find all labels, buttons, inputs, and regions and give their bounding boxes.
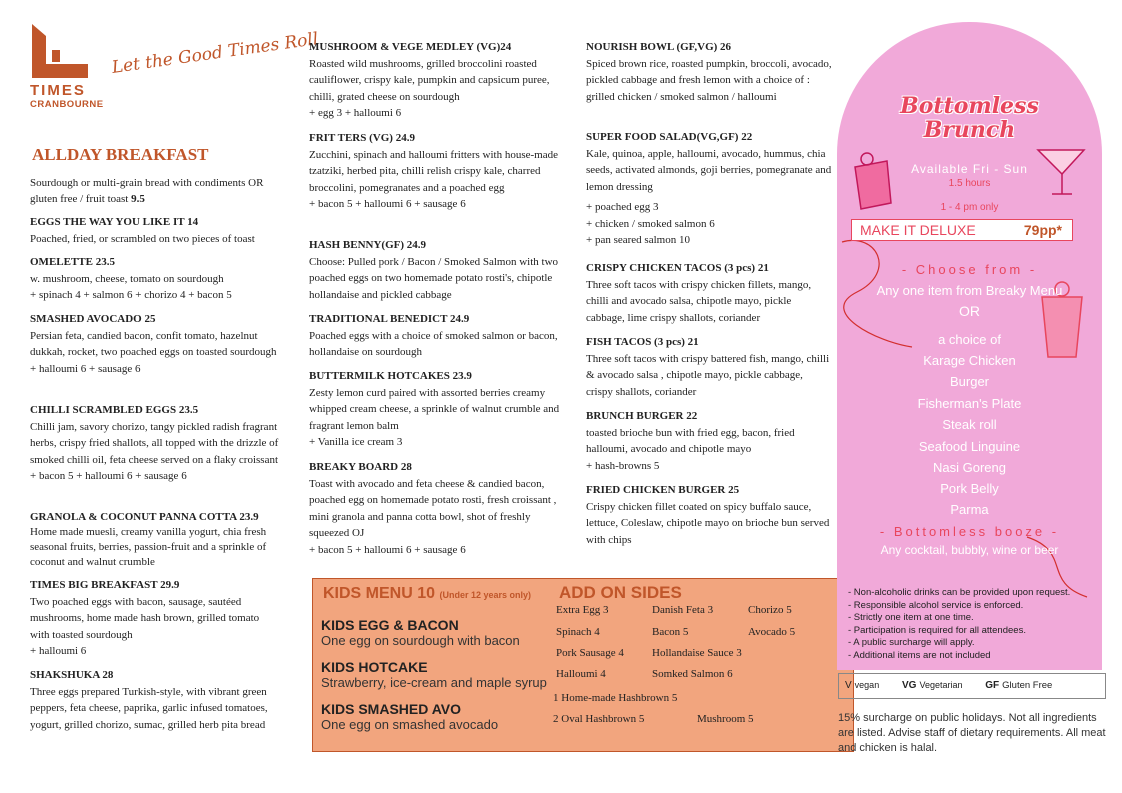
menu-item bbox=[586, 129, 832, 249]
brunch-option: Karage Chicken bbox=[923, 353, 1016, 368]
menu-item bbox=[30, 311, 280, 377]
booze-title: - Bottomless booze - bbox=[879, 524, 1060, 539]
legend-vg-code: VG bbox=[901, 680, 917, 691]
item-extras: + bacon 5 + halloumi 6 + sausage 6 bbox=[309, 198, 466, 210]
kids-note: (Under 12 years only) bbox=[439, 590, 532, 600]
brunch-option: Parma bbox=[950, 502, 989, 517]
side-item: Hollandaise Sauce 3 bbox=[652, 647, 742, 659]
menu-item bbox=[586, 39, 832, 105]
menu-item bbox=[586, 260, 832, 326]
deluxe-label: MAKE IT DELUXE bbox=[860, 222, 976, 238]
logo bbox=[30, 22, 110, 110]
logo-mark-icon bbox=[30, 22, 90, 80]
legend-vg-label: Vegetarian bbox=[919, 680, 963, 690]
item-name: HASH BENNY(GF) 24.9 bbox=[309, 239, 427, 251]
item-name: OMELETTE 23.5 bbox=[30, 256, 115, 268]
menu-item bbox=[309, 39, 567, 122]
item-name: GRANOLA & COCONUT PANNA COTTA 23.9 bbox=[30, 511, 259, 523]
menu-item bbox=[309, 311, 567, 361]
item-desc: Poached, fried, or scrambled on two pieces of toast bbox=[30, 232, 255, 245]
item-name: BREAKY BOARD 28 bbox=[309, 461, 412, 473]
side-item: Chorizo 5 bbox=[748, 604, 792, 616]
item-name: EGGS THE WAY YOU LIKE IT 14 bbox=[30, 216, 199, 228]
note-line: - Strictly one item at one time. bbox=[848, 612, 974, 623]
legend-v-code: V bbox=[845, 680, 852, 691]
note-line: - A public surcharge will apply. bbox=[848, 637, 975, 648]
item-name: FRIT TERS (VG) 24.9 bbox=[309, 132, 415, 144]
kids-item bbox=[321, 701, 498, 732]
item-extras: + bacon 5 + halloumi 6 + sausage 6 bbox=[30, 470, 187, 482]
brunch-option: Pork Belly bbox=[940, 481, 999, 496]
side-item: Somked Salmon 6 bbox=[652, 668, 733, 680]
item-desc: Persian feta, candied bacon, confit tomato, hazelnut dukkah, rocket, two poached eggs on toasted sourdough bbox=[30, 329, 277, 358]
booze-line: Any cocktail, bubbly, wine or beer bbox=[880, 543, 1059, 557]
side-item: Pork Sausage 4 bbox=[556, 647, 624, 659]
side-item: 2 Oval Hashbrown 5 bbox=[553, 713, 645, 725]
brunch-title bbox=[837, 94, 1102, 142]
section-title-breakfast: ALLDAY BREAKFAST bbox=[32, 145, 209, 164]
item-name: BUTTERMILK HOTCAKES 23.9 bbox=[309, 370, 472, 382]
kids-item-desc: One egg on sourdough with bacon bbox=[321, 633, 520, 648]
item-name: MUSHROOM & VEGE MEDLEY (VG)24 bbox=[309, 41, 512, 53]
item-desc: Three soft tacos with crispy battered fish, mango, chilli & avocado salsa , chipotle mayo, pickle cabbage, crispy shallots, coriander bbox=[586, 352, 830, 398]
item-desc: w. mushroom, cheese, tomato on sourdough bbox=[30, 272, 224, 285]
item-extras: + spinach 4 + salmon 6 + chorizo 4 + bacon 5 bbox=[30, 289, 232, 301]
item-name: SUPER FOOD SALAD(VG,GF) 22 bbox=[586, 131, 753, 143]
item-desc: Crispy chicken fillet coated on spicy buffalo sauce, lettuce, Coleslaw, chipotle mayo on brioche bun served with chips bbox=[586, 500, 830, 546]
choose-from: - Choose from - bbox=[901, 262, 1038, 277]
item-name: SHAKSHUKA 28 bbox=[30, 669, 114, 681]
brunch-duration: 1.5 hours bbox=[948, 178, 991, 189]
item-name: CRISPY CHICKEN TACOS (3 pcs) 21 bbox=[586, 262, 769, 274]
brunch-title-line1: Bottomless bbox=[900, 93, 1039, 119]
menu-item bbox=[30, 402, 280, 485]
menu-item bbox=[586, 482, 832, 548]
menu-item bbox=[309, 130, 567, 213]
note-line: - Participation is required for all attendees. bbox=[848, 624, 1026, 636]
item-extras: + Vanilla ice cream 3 bbox=[309, 436, 403, 448]
item-desc: Kale, quinoa, apple, halloumi, avocado, hummus, chia seeds, activated almonds, goji berries, pomegranate and lemon dressing bbox=[586, 147, 832, 193]
brunch-panel bbox=[837, 22, 1102, 670]
brunch-option: Seafood Linguine bbox=[918, 439, 1021, 454]
item-desc: Toast with avocado and feta cheese & candied bacon, poached egg on homemade potato rosti, fresh croissant , mini granola and panna cotta bowl, shot of freshly squeezed OJ bbox=[309, 477, 557, 539]
item-name: TIMES BIG BREAKFAST 29.9 bbox=[30, 579, 180, 591]
item-desc: Three soft tacos with crispy chicken fillets, mango, chilli and avocado salsa, chipotle mayo, pickle cabbage, lime crispy shallots, coriander bbox=[586, 278, 812, 324]
item-extras: + halloumi 6 bbox=[30, 645, 87, 657]
deluxe-price: 79pp* bbox=[1023, 222, 1062, 238]
brand-name: TIMES bbox=[30, 82, 86, 99]
item-extras: + bacon 5 + halloumi 6 + sausage 6 bbox=[309, 543, 466, 556]
kids-item-name: KIDS HOTCAKE bbox=[321, 659, 428, 675]
item-desc: Poached eggs with a choice of smoked salmon or bacon, hollandaise on sourdough bbox=[309, 329, 558, 358]
item-name: FISH TACOS (3 pcs) 21 bbox=[586, 336, 699, 348]
legend-gf-label: Gluten Free bbox=[1002, 680, 1053, 691]
item-desc: Home made muesli, creamy vanilla yogurt, chia fresh seasonal fruits, berries, passion-fruit and a sprinkle of coconut and walnut crumble bbox=[30, 526, 267, 568]
item-name: SMASHED AVOCADO 25 bbox=[30, 313, 156, 325]
item-name: TRADITIONAL BENEDICT 24.9 bbox=[309, 313, 470, 325]
item-desc: toasted brioche bun with fried egg, bacon, fried halloumi, avocado and chipotle mayo bbox=[586, 426, 795, 455]
item-extras: + poached egg 3 + chicken / smoked salmon 6 + pan seared salmon 10 bbox=[586, 201, 715, 246]
legend-v-label: vegan bbox=[854, 680, 880, 690]
item-desc: Chilli jam, savory chorizo, tangy pickled radish fragrant herbs, crispy fried shallots, all topped with the drizzle of smoked chilli oil, feta cheese served on a flaky croissant bbox=[30, 420, 279, 466]
choice-of: a choice of bbox=[938, 332, 1001, 347]
or-text: OR bbox=[959, 303, 980, 319]
note-line: - Additional items are not included bbox=[848, 649, 991, 661]
side-item: 1 Home-made Hashbrown 5 bbox=[553, 692, 678, 704]
side-item: Spinach 4 bbox=[556, 626, 600, 638]
menu-item bbox=[30, 667, 280, 733]
item-name: FRIED CHICKEN BURGER 25 bbox=[586, 484, 740, 496]
menu-item bbox=[586, 334, 832, 400]
menu-item bbox=[309, 368, 567, 451]
kids-item-name: KIDS SMASHED AVO bbox=[321, 701, 462, 717]
item-desc: Zucchini, spinach and halloumi fritters with house-made tzatziki, herbed pita, chilli relish crispy kale, charred broccolini, pomegranates and a poached egg bbox=[309, 148, 558, 194]
kids-item-desc: One egg on smashed avocado bbox=[321, 717, 499, 732]
sides-title: ADD ON SIDES bbox=[559, 583, 682, 602]
brunch-option: Steak roll bbox=[942, 417, 997, 432]
breakfast-intro bbox=[30, 175, 280, 207]
kids-item bbox=[321, 617, 520, 648]
brunch-available: Available Fri - Sun bbox=[911, 162, 1028, 176]
tagline: Let the Good Times Roll bbox=[110, 29, 320, 78]
menu-item bbox=[30, 254, 280, 304]
side-item: Halloumi 4 bbox=[556, 668, 606, 680]
kids-item-name: KIDS EGG & BACON bbox=[321, 617, 459, 633]
item-desc: Two poached eggs with bacon, sausage, sautéed mushrooms, home made hash brown, grilled tomato with toasted sourdough bbox=[30, 595, 260, 641]
item-desc: Zesty lemon curd paired with assorted berries creamy whipped cream cheese, a sprinkle of walnut crumble and fragrant lemon balm bbox=[309, 386, 560, 432]
intro-text: Sourdough or multi-grain bread with condiments OR gluten free / fruit toast bbox=[30, 177, 264, 205]
brunch-title-line2: Brunch bbox=[923, 117, 1016, 143]
brunch-time: 1 - 4 pm only bbox=[940, 202, 999, 213]
item-extras: + egg 3 + halloumi 6 bbox=[309, 107, 402, 119]
item-desc: Choose: Pulled pork / Bacon / Smoked Salmon with two poached eggs on two homemade potato rosti's, chipotle hollandaise and pickled cabbage bbox=[309, 255, 559, 301]
legend-gf-code: GF bbox=[985, 680, 1000, 691]
menu-item bbox=[309, 237, 567, 303]
brunch-option: Nasi Goreng bbox=[933, 460, 1006, 475]
deluxe-banner bbox=[851, 219, 1073, 241]
item-extras: + hash-browns 5 bbox=[586, 459, 660, 472]
footnote: 15% surcharge on public holidays. Not all ingredients are listed. Advise staff of dietary requirements. All meat and chicken is halal. bbox=[838, 712, 1106, 754]
kids-title-text: KIDS MENU 10 bbox=[323, 585, 436, 602]
item-desc: Three eggs prepared Turkish-style, with vibrant green peppers, feta cheese, paprika, garlic infused tomatoes, yogurt, grilled chorizo, sumac, grilled herb pita bread bbox=[30, 685, 268, 731]
side-item: Bacon 5 bbox=[652, 626, 689, 638]
intro-price: 9.5 bbox=[131, 193, 145, 205]
menu-item bbox=[30, 214, 280, 247]
note-line: - Non-alcoholic drinks can be provided upon request. bbox=[848, 587, 1071, 598]
side-item: Avocado 5 bbox=[748, 626, 796, 638]
brunch-option: Burger bbox=[949, 374, 990, 389]
side-item: Extra Egg 3 bbox=[556, 604, 609, 616]
item-desc: Spiced brown rice, roasted pumpkin, broccoli, avocado, pickled cabbage and fresh lemon with a choice of : grilled chicken / smoked salmon / halloumi bbox=[586, 57, 832, 103]
item-name: NOURISH BOWL (GF,VG) 26 bbox=[586, 41, 732, 53]
kids-item bbox=[321, 659, 547, 690]
menu-item bbox=[30, 577, 280, 660]
kids-title bbox=[323, 585, 531, 603]
note-line: - Responsible alcohol service is enforced. bbox=[848, 599, 1024, 611]
item-desc: Roasted wild mushrooms, grilled broccolini roasted cauliflower, crispy kale, pumpkin and capsicum puree, chilli, grated cheese on sourdough bbox=[309, 57, 550, 103]
dietary-legend bbox=[838, 673, 1106, 699]
menu-item bbox=[30, 510, 280, 570]
side-item: Danish Feta 3 bbox=[652, 604, 714, 616]
brunch-notes bbox=[848, 587, 1070, 662]
menu-item bbox=[586, 408, 832, 474]
item-name: BRUNCH BURGER 22 bbox=[586, 410, 698, 422]
kids-item-desc: Strawberry, ice-cream and maple syrup bbox=[321, 675, 547, 690]
menu-item bbox=[309, 459, 567, 558]
item-extras: + halloumi 6 + sausage 6 bbox=[30, 362, 141, 375]
side-item: Mushroom 5 bbox=[697, 713, 754, 725]
kids-menu-box bbox=[312, 578, 854, 752]
brand-location: CRANBOURNE bbox=[30, 99, 104, 110]
item-name: CHILLI SCRAMBLED EGGS 23.5 bbox=[30, 404, 199, 416]
brunch-option: Fisherman's Plate bbox=[917, 396, 1022, 411]
breaky-line: Any one item from Breaky Menu bbox=[876, 283, 1063, 298]
